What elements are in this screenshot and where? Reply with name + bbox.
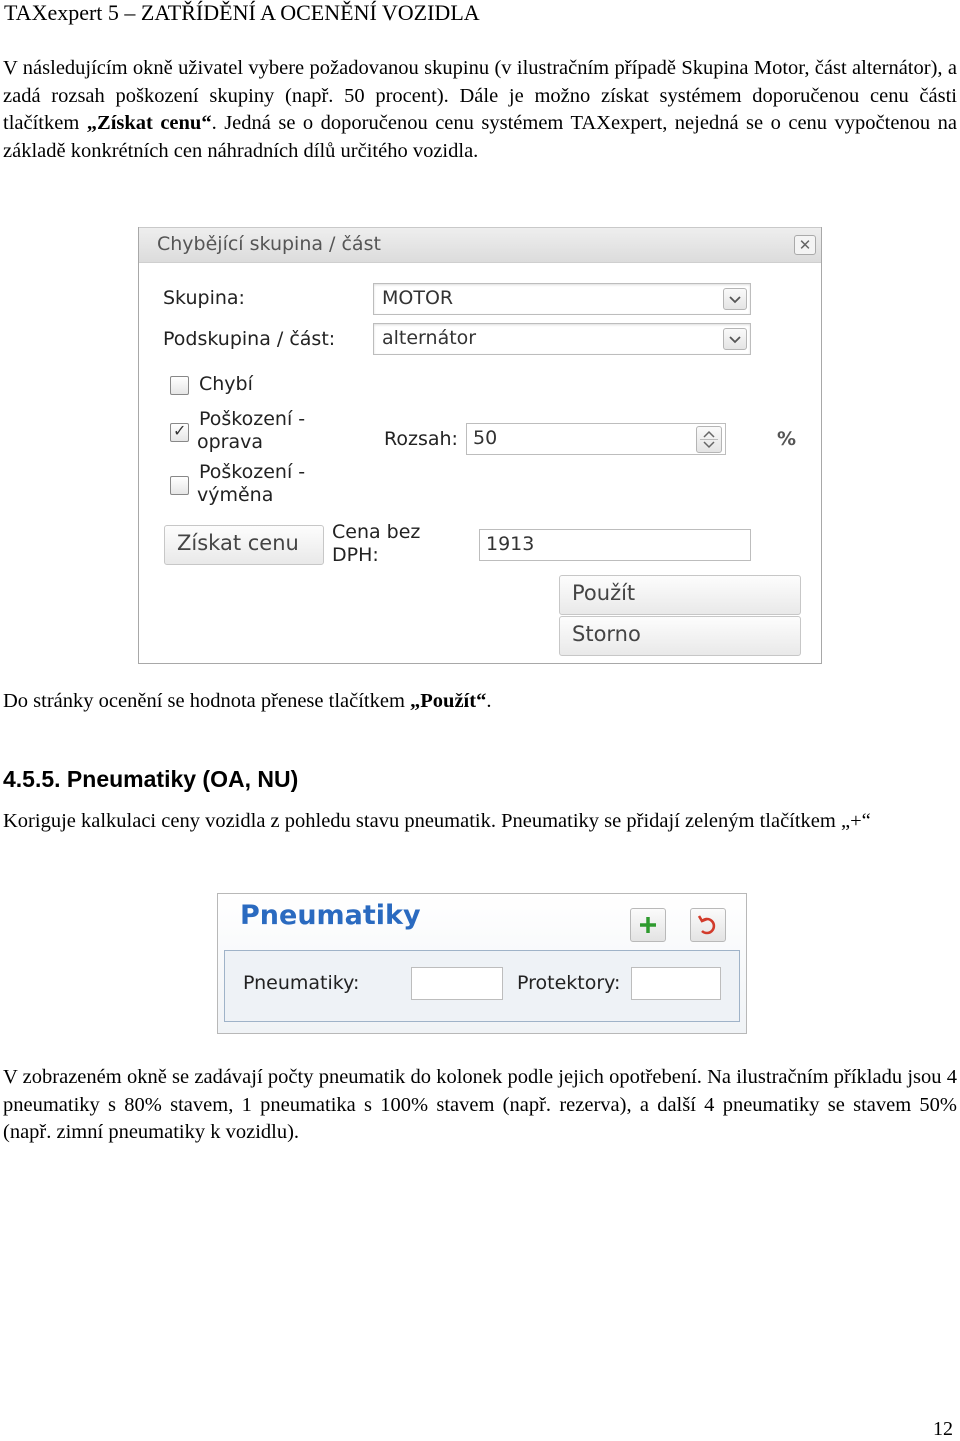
podskupina-value: alternátor [382, 327, 477, 349]
pneumatiky-input[interactable] [411, 967, 503, 1000]
pneumatiky-title: Pneumatiky [240, 900, 421, 931]
after-bold: „Použít“ [410, 690, 487, 712]
missing-group-dialog [138, 227, 822, 664]
add-tire-button[interactable] [630, 908, 666, 942]
pouzit-button[interactable] [559, 575, 801, 615]
undo-icon [691, 909, 725, 941]
chybi-label: Chybí [199, 373, 253, 395]
vymena-label-line2: výměna [197, 484, 274, 506]
podskupina-select[interactable] [373, 323, 751, 355]
section-text: Koriguje kalkulaci ceny vozidla z pohledu stavu pneumatik. Pneumatiky se přidají zeleným tlačítkem [3, 810, 841, 832]
intro-bold: „Získat cenu“ [86, 112, 212, 134]
dialog-titlebar [139, 227, 821, 263]
intro-paragraph [3, 55, 957, 165]
close-icon[interactable]: ✕ [794, 235, 816, 255]
rozsah-input[interactable] [466, 423, 726, 455]
rozsah-label: Rozsah: [384, 428, 458, 450]
section-bold: „+“ [840, 810, 871, 832]
oprava-label-line1: Poškození - [199, 408, 306, 430]
vymena-label [199, 461, 305, 507]
rozsah-value: 50 [473, 427, 498, 449]
section-heading: 4.5.5. Pneumatiky (OA, NU) [3, 766, 299, 792]
pneumatiky-panel [217, 893, 747, 1034]
page-header: TAXexpert 5 – ZATŘÍDĚNÍ A OCENĚNÍ VOZIDLA [4, 0, 480, 25]
tire-inputs-box [224, 950, 740, 1022]
reset-button[interactable] [690, 908, 726, 942]
after-text-1: Do stránky ocenění se hodnota přenese tlačítkem [3, 690, 411, 712]
cena-label-line2: DPH: [332, 544, 379, 566]
skupina-value: MOTOR [382, 287, 454, 309]
protektory-input[interactable] [631, 967, 721, 1000]
oprava-label [199, 408, 305, 454]
skupina-label: Skupina: [163, 287, 245, 309]
chevron-down-icon[interactable] [723, 288, 747, 310]
ziskat-cenu-label: Získat cenu [177, 531, 299, 555]
plus-icon [631, 909, 665, 941]
cena-label [332, 521, 420, 567]
vymena-label-line1: Poškození - [199, 461, 306, 483]
pneumatiky-label: Pneumatiky: [243, 972, 360, 994]
cena-value: 1913 [486, 533, 535, 555]
cena-input[interactable] [479, 529, 751, 561]
storno-button[interactable] [559, 616, 801, 656]
closing-paragraph: V zobrazeném okně se zadávají počty pneumatik do kolonek podle jejich opotřebení. Na ilustračním příkladu jsou 4 pneumatiky s 80% stavem, 1 pneumatika s 100% stavem (např. rezerva), a další 4 pneumatiky se stavem 50% (např. zimní pneumatiky k vozidlu). [3, 1066, 957, 1143]
oprava-checkbox[interactable] [170, 423, 189, 442]
after-text-2: . [486, 690, 492, 712]
storno-label: Storno [572, 622, 641, 646]
vymena-checkbox[interactable] [170, 476, 189, 495]
cena-label-line1: Cena bez [332, 521, 421, 543]
section-paragraph [3, 808, 957, 836]
spinner-icon[interactable] [696, 426, 722, 453]
checkmark-icon: ✓ [173, 421, 187, 440]
percent-label: % [777, 428, 797, 450]
page-number: 12 [933, 1418, 953, 1440]
pouzit-label: Použít [572, 581, 636, 605]
chybi-checkbox[interactable] [170, 376, 189, 395]
intro-text-1: V následujícím okně uživatel vybere požadovanou skupinu (v ilustračním případě Skupina Motor, část alternátor), a zadá rozsah poškození skupiny (např. 50 procent). Dále je možno získat systémem doporučenou cenu části tlačítkem [3, 57, 957, 134]
dialog-title: Chybějící skupina / část [157, 233, 381, 255]
podskupina-label: Podskupina / část: [163, 328, 336, 350]
protektory-label: Protektory: [517, 972, 621, 994]
intro-text-2: . Jedná se o doporučenou cenu systémem TAXexpert, nejedná se o cenu vypočtenou na základě konkrétních cen náhradních dílů určitého vozidla. [3, 112, 958, 162]
oprava-label-line2: oprava [197, 431, 264, 453]
skupina-select[interactable] [373, 283, 751, 315]
ziskat-cenu-button[interactable] [164, 525, 324, 565]
after-dialog-paragraph [3, 688, 957, 716]
chevron-down-icon[interactable] [723, 328, 747, 350]
